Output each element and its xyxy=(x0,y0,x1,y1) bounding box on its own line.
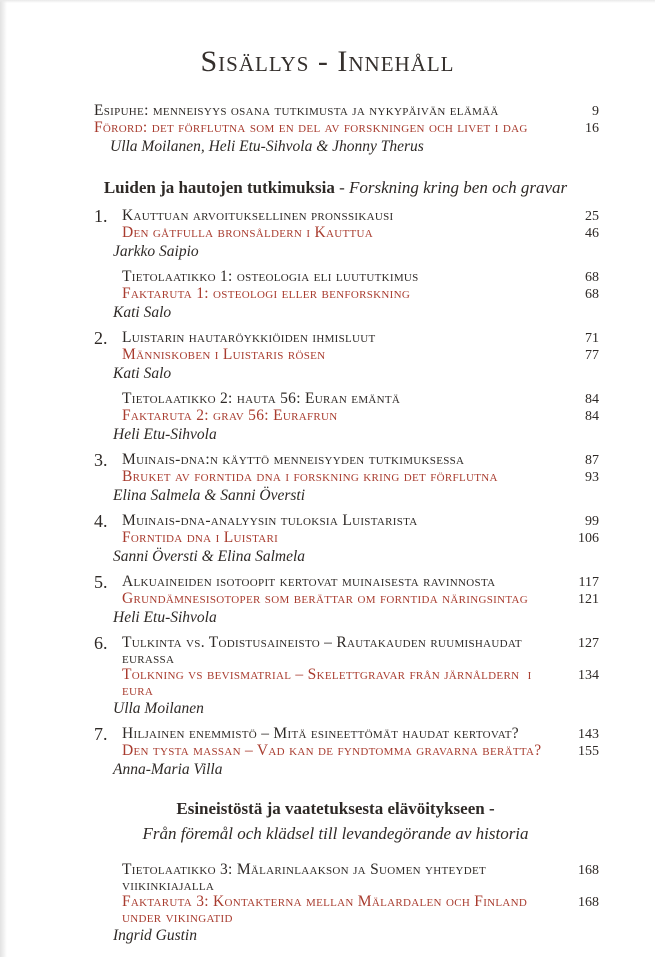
entry-title-fi: Esipuhe: menneisyys osana tutkimusta ja nykypäivän elämää xyxy=(94,102,499,119)
entry-authors: Kati Salo xyxy=(113,304,172,321)
entry-page-fi: 71 xyxy=(585,331,599,346)
entry-title-sv: Bruket av forntida dna i forskning kring det förflutna xyxy=(122,468,498,485)
entry-title-sv: Faktaruta 3: Kontakterna mellan Mälardalen och Finland under vikingatid xyxy=(122,893,532,926)
entry-title-sv: Förord: det förflutna som en del av forskningen och livet i dag xyxy=(94,119,528,136)
entry-page-fi: 143 xyxy=(578,727,599,742)
entry-authors: Heli Etu-Sihvola xyxy=(113,609,217,626)
entry-title-sv: Människoben i Luistaris rösen xyxy=(122,346,326,363)
entry-authors: Sanni Översti & Elina Salmela xyxy=(113,548,306,565)
entry-title-sv: Tolkning vs bevismatrial – Skelettgravar från järnåldern i eura xyxy=(122,666,536,699)
entry-number: 4. xyxy=(94,511,108,531)
entry-title-fi: Hiljainen enemmistö – Mitä esineettömät haudat kertovat? xyxy=(122,725,519,742)
entry-line-finnish xyxy=(122,208,599,225)
entry-page-sv: 77 xyxy=(585,348,599,363)
entry-title-fi: Tietolaatikko 2: hauta 56: Euran emäntä xyxy=(122,390,401,407)
entry-line-finnish xyxy=(122,513,599,530)
entry-line-finnish xyxy=(122,726,599,743)
entry-page-fi: 168 xyxy=(578,863,599,878)
entry-line-finnish xyxy=(122,269,599,286)
entry-page-sv: 155 xyxy=(578,744,599,759)
toc-entry-5 xyxy=(94,574,599,626)
section-heading-finnish: Luiden ja hautojen tutkimuksia xyxy=(103,178,335,197)
entry-line-swedish xyxy=(122,894,599,926)
section-heading-swedish: Från föremål och klädsel till levandegörande av historia xyxy=(142,824,529,843)
entry-page-fi: 99 xyxy=(585,514,599,529)
toc-entry-3 xyxy=(94,452,599,504)
entry-page-fi: 84 xyxy=(585,392,599,407)
entry-line-swedish xyxy=(122,286,599,303)
entry-page-fi: 25 xyxy=(585,209,599,224)
entry-title-fi: Tietolaatikko 3: Mälarinlaakson ja Suomen yhteydet viikinkiajalla xyxy=(122,861,491,894)
entry-line-finnish xyxy=(122,574,599,591)
entry-page-sv: 93 xyxy=(585,470,599,485)
entry-title-sv: Faktaruta 1: osteologi eller benforskning xyxy=(122,285,411,302)
toc-entry-4 xyxy=(94,513,599,565)
entry-page-fi: 127 xyxy=(578,636,599,651)
entry-page-fi: 87 xyxy=(585,453,599,468)
entry-number: 5. xyxy=(94,572,108,592)
entry-number: 3. xyxy=(94,450,108,470)
section-heading-objects-clothing xyxy=(94,796,577,846)
entry-authors: Jarkko Saipio xyxy=(113,243,199,260)
entry-line-swedish xyxy=(122,530,599,547)
toc-entry-1 xyxy=(94,208,599,260)
entry-authors: Ulla Moilanen xyxy=(113,700,204,717)
entry-authors: Ingrid Gustin xyxy=(113,927,197,944)
entry-page-sv: 16 xyxy=(585,121,599,136)
toc-entry-2 xyxy=(94,330,599,382)
entry-title-fi: Kauttuan arvoituksellinen pronssikausi xyxy=(122,207,394,224)
toc-entry-6 xyxy=(94,635,599,717)
entry-title-fi: Tietolaatikko 1: osteologia eli luututkimus xyxy=(122,268,419,285)
toc-entry-factbox-3 xyxy=(94,862,599,944)
toc-entry-factbox-2 xyxy=(94,391,599,443)
entry-line-swedish xyxy=(94,120,599,137)
entry-title-fi: Alkuaineiden isotoopit kertovat muinaisesta ravinnosta xyxy=(122,573,496,590)
entry-line-swedish xyxy=(122,591,599,608)
entry-title-sv: Den gåtfulla bronsåldern i Kauttua xyxy=(122,224,373,241)
entry-page-fi: 68 xyxy=(585,270,599,285)
entry-page-fi: 117 xyxy=(578,575,599,590)
section-heading-bones-graves xyxy=(94,176,577,200)
entry-authors: Kati Salo xyxy=(113,365,172,382)
entry-title-fi: Muinais-dna-analyysin tuloksia Luistarista xyxy=(122,512,418,529)
entry-title-fi: Muinais-dna:n käyttö menneisyyden tutkimuksessa xyxy=(122,451,465,468)
entry-line-finnish xyxy=(122,635,599,667)
entry-page-sv: 134 xyxy=(578,668,599,683)
toc-list xyxy=(94,103,599,944)
entry-line-swedish xyxy=(122,469,599,486)
entry-number: 7. xyxy=(94,724,108,744)
entry-line-finnish xyxy=(94,103,599,120)
section-heading-separator: - xyxy=(334,178,349,197)
entry-authors: Anna-Maria Villa xyxy=(113,761,223,778)
entry-line-swedish xyxy=(122,225,599,242)
entry-page-sv: 84 xyxy=(585,409,599,424)
entry-authors: Heli Etu-Sihvola xyxy=(113,426,217,443)
entry-page-sv: 106 xyxy=(578,531,599,546)
entry-page-sv: 68 xyxy=(585,287,599,302)
entry-page-sv: 46 xyxy=(585,226,599,241)
entry-line-finnish xyxy=(122,391,599,408)
section-heading-swedish: Forskning kring ben och gravar xyxy=(349,178,568,197)
entry-page-sv: 168 xyxy=(578,895,599,910)
section-heading-finnish: Esineistöstä ja vaatetuksesta elävöitykseen - xyxy=(176,799,495,818)
entry-title-sv: Forntida dna i Luistari xyxy=(122,529,279,546)
entry-line-swedish xyxy=(122,408,599,425)
entry-page-fi: 9 xyxy=(592,104,599,119)
entry-title-sv: Grundämnesisotoper som berättar om forntida näringsintag xyxy=(122,590,528,607)
entry-authors: Ulla Moilanen, Heli Etu-Sihvola & Jhonny Therus xyxy=(110,138,424,155)
page-title: Sisällys - Innehåll xyxy=(200,45,455,78)
entry-number: 6. xyxy=(94,633,108,653)
entry-title-sv: Faktaruta 2: grav 56: Eurafrun xyxy=(122,407,338,424)
entry-number: 2. xyxy=(94,328,108,348)
entry-number: 1. xyxy=(94,206,108,226)
entry-line-finnish xyxy=(122,862,599,894)
toc-entry-7 xyxy=(94,726,599,778)
entry-title-sv: Den tysta massan – Vad kan de fyndtomma gravarna berätta? xyxy=(122,742,542,759)
entry-line-finnish xyxy=(122,452,599,469)
entry-title-fi: Luistarin hautaröykkiöiden ihmisluut xyxy=(122,329,376,346)
entry-page-sv: 121 xyxy=(578,592,599,607)
entry-line-swedish xyxy=(122,667,599,699)
entry-line-swedish xyxy=(122,743,599,760)
entry-line-finnish xyxy=(122,330,599,347)
toc-entry-preface xyxy=(94,103,599,155)
toc-entry-factbox-1 xyxy=(94,269,599,321)
entry-authors: Elina Salmela & Sanni Översti xyxy=(113,487,306,504)
entry-title-fi: Tulkinta vs. Todistusaineisto – Rautakauden ruumishaudat eurassa xyxy=(122,634,527,667)
entry-line-swedish xyxy=(122,347,599,364)
